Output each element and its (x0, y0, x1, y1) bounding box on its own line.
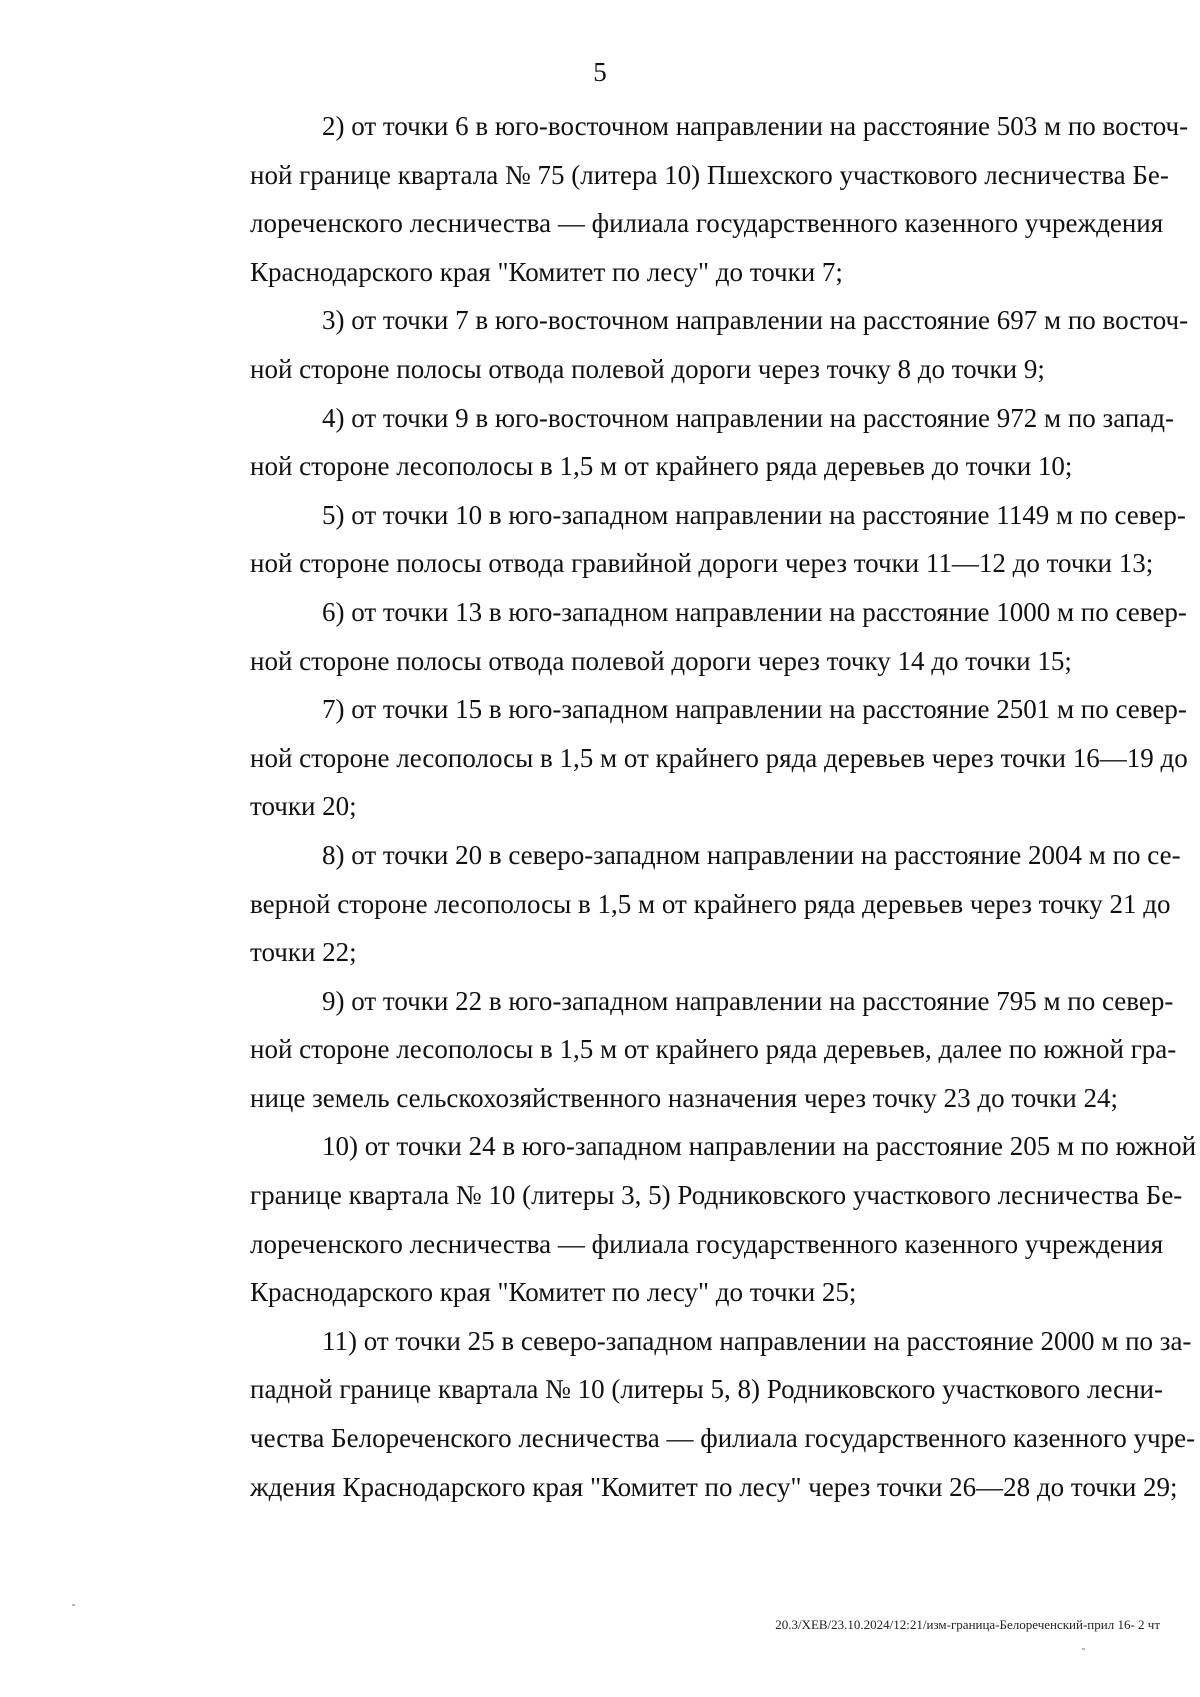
text-line: 6) от точки 13 в юго-западном направлении на расстояние 1000 м по север- (322, 596, 1187, 627)
paragraph-item-6 (178, 588, 1187, 685)
text-line: 7) от точки 15 в юго-западном направлении на расстояние 2501 м по север- (322, 694, 1187, 725)
paragraph-item-4 (178, 394, 1175, 491)
text-line: 8) от точки 20 в северо-западном направлении на расстояние 2004 м по се- (322, 839, 1181, 870)
text-line: ждения Краснодарского края "Комитет по лесу" через точки 26—28 до точки 29; (250, 1471, 1178, 1502)
text-line: падной границе квартала № 10 (литеры 5, 8) Родниковского участкового лесни- (250, 1374, 1163, 1405)
text-line: 4) от точки 9 в юго-восточном направлении на расстояние 972 м по запад- (322, 402, 1175, 433)
text-line: Краснодарского края "Комитет по лесу" до точки 7; (250, 256, 843, 287)
text-line: 11) от точки 25 в северо-западном направлении на расстояние 2000 м по за- (322, 1325, 1192, 1356)
text-line: точки 22; (250, 937, 357, 968)
text-line: лореченского лесничества — филиала государственного казенного учреждения (250, 208, 1164, 239)
paragraph-item-9 (178, 977, 1177, 1123)
paragraph-item-10 (178, 1122, 1197, 1316)
text-line: 9) от точки 22 в юго-западном направлении на расстояние 795 м по север- (322, 985, 1174, 1016)
document-footer-code: 20.3/ХЕВ/23.10.2024/12:21/изм-граница-Белореченский-прил 16- 2 чт (775, 1617, 1160, 1632)
text-line: ной стороне полосы отвода полевой дороги через точку 14 до точки 15; (250, 645, 1072, 676)
scan-artifact-dot (72, 1604, 75, 1606)
paragraph-item-11 (178, 1317, 1196, 1511)
paragraph-item-7 (178, 685, 1188, 831)
text-line: ной стороне лесополосы в 1,5 м от крайнего ряда деревьев до точки 10; (250, 451, 1073, 482)
text-line: ной стороне полосы отвода гравийной дороги через точки 11—12 до точки 13; (250, 548, 1154, 579)
text-line: нице земель сельскохозяйственного назначения через точку 23 до точки 24; (250, 1082, 1118, 1113)
paragraph-item-3 (178, 296, 1189, 393)
text-line: ной стороне лесополосы в 1,5 м от крайнего ряда деревьев через точки 16—19 до (250, 742, 1188, 773)
text-line: 10) от точки 24 в юго-западном направлении на расстояние 205 м по южной (322, 1131, 1197, 1162)
text-line: верной стороне лесополосы в 1,5 м от крайнего ряда деревьев через точку 21 до (250, 888, 1171, 919)
scan-artifact-dot (1082, 1648, 1085, 1650)
text-line: Краснодарского края "Комитет по лесу" до точки 25; (250, 1277, 857, 1308)
paragraph-item-5 (178, 491, 1186, 588)
text-line: ной границе квартала № 75 (литера 10) Пшехского участкового лесничества Бе- (250, 159, 1169, 190)
text-line: ной стороне полосы отвода полевой дороги через точку 8 до точки 9; (250, 353, 1045, 384)
text-line: 3) от точки 7 в юго-восточном направлении на расстояние 697 м по восточ- (322, 305, 1189, 336)
document-body (178, 102, 1197, 1511)
text-line: 2) от точки 6 в юго-восточном направлении на расстояние 503 м по восточ- (322, 111, 1189, 141)
text-line: границе квартала № 10 (литеры 3, 5) Родниковского участкового лесничества Бе- (250, 1180, 1183, 1211)
text-line: лореченского лесничества — филиала государственного казенного учреждения (250, 1228, 1164, 1259)
page-number: 5 (593, 57, 607, 87)
paragraph-item-2 (178, 102, 1189, 296)
text-line: точки 20; (250, 791, 357, 822)
text-line: ной стороне лесополосы в 1,5 м от крайнего ряда деревьев, далее по южной гра- (250, 1034, 1177, 1065)
paragraph-item-8 (178, 831, 1181, 977)
text-line: чества Белореченского лесничества — филиала государственного казенного учре- (250, 1423, 1196, 1454)
text-line: 5) от точки 10 в юго-западном направлении на расстояние 1149 м по север- (322, 499, 1186, 530)
